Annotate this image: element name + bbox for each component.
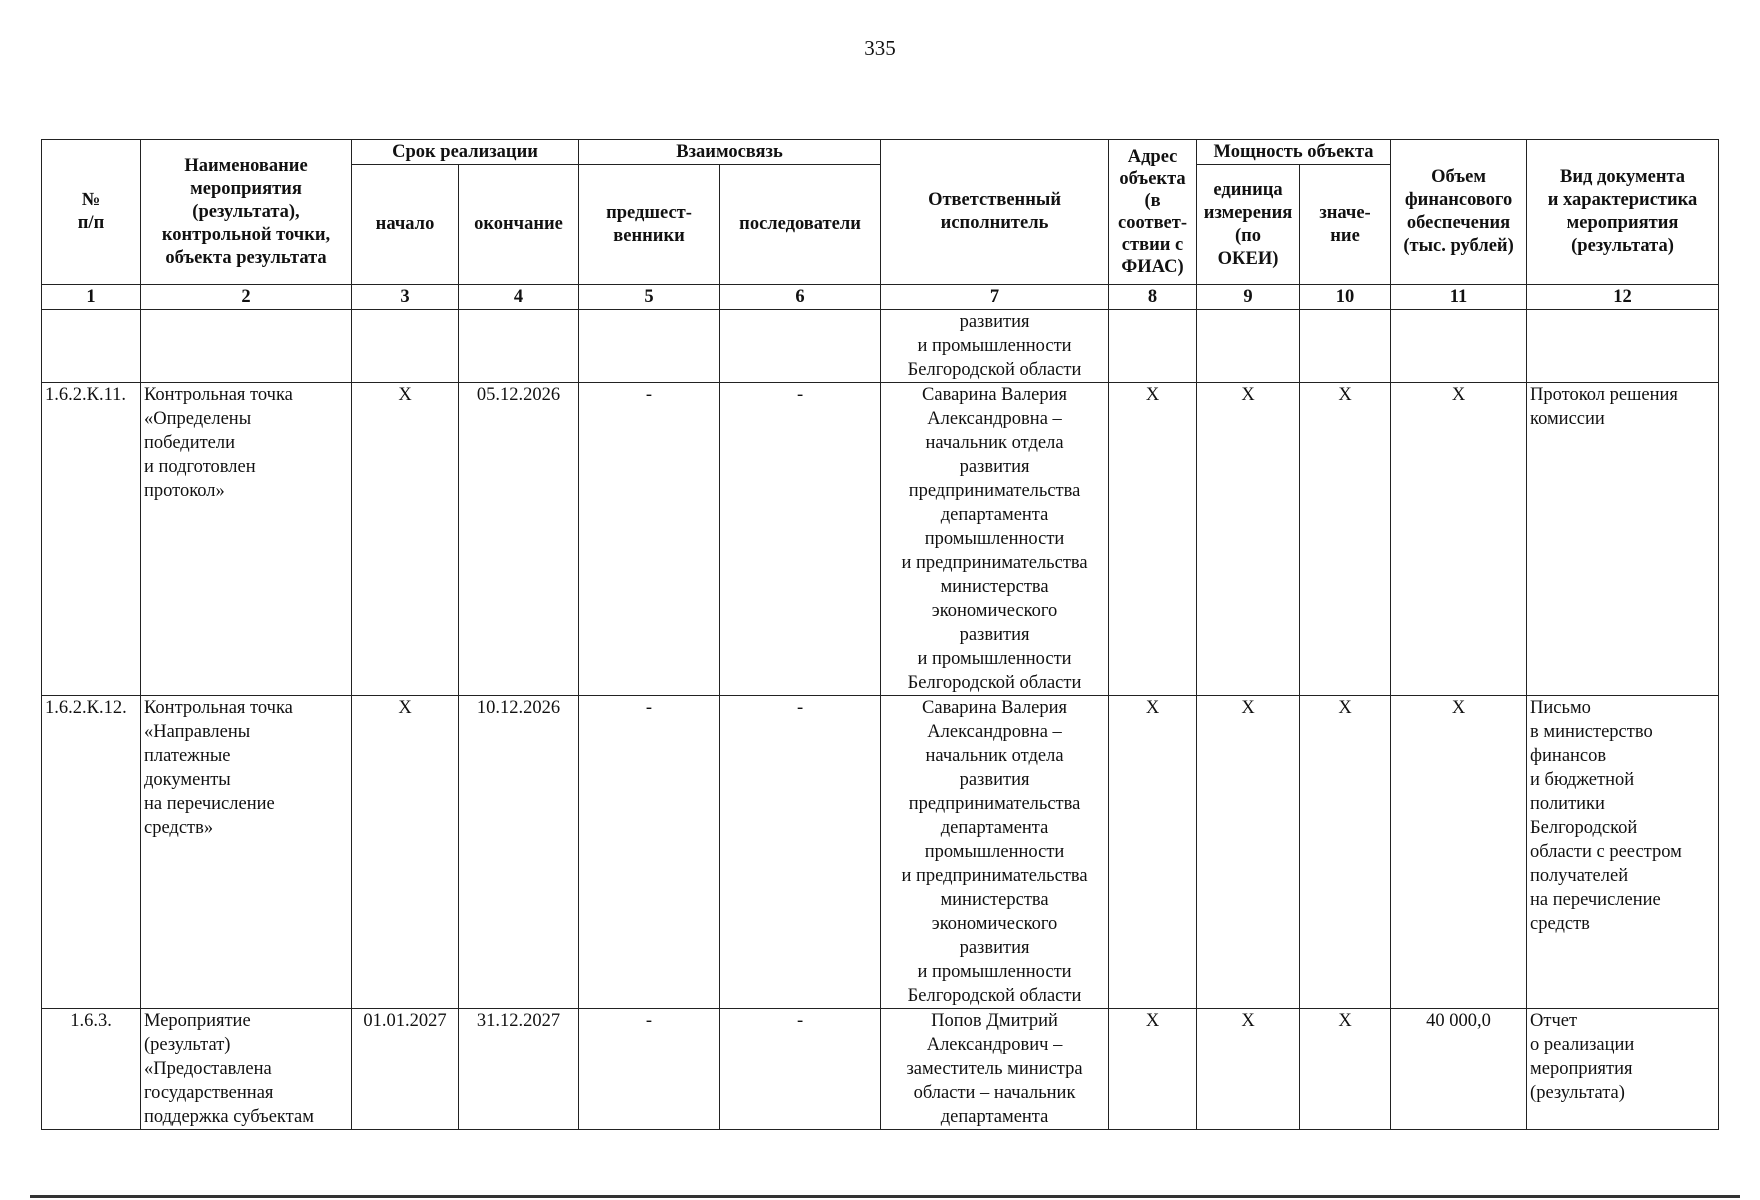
cell-successors: -: [720, 1009, 881, 1130]
column-number: 11: [1391, 285, 1527, 310]
cell-address: X: [1109, 1009, 1197, 1130]
header-successors: последователи: [720, 165, 881, 285]
header-financing: Объем финансового обеспечения (тыс. рублей): [1391, 140, 1527, 285]
page-bottom-rule: [30, 1195, 1740, 1198]
header-address: Адрес объекта (в соответ- ствии с ФИАС): [1109, 140, 1197, 285]
cell-end: 05.12.2026: [459, 383, 579, 696]
cell-predecessors: -: [579, 383, 720, 696]
cell-end: 31.12.2027: [459, 1009, 579, 1130]
cell-value: [1300, 310, 1391, 383]
cell-name: Контрольная точка «Определены победители и подготовлен протокол»: [141, 383, 352, 696]
table-row: [42, 383, 1719, 696]
cell-financing: 40 000,0: [1391, 1009, 1527, 1130]
cell-responsible: Попов Дмитрий Александрович – заместитель министра области – начальник департамента: [881, 1009, 1109, 1130]
cell-num: 1.6.2.К.12.: [42, 696, 141, 1009]
table-row: [42, 310, 1719, 383]
cell-start: X: [352, 383, 459, 696]
cell-unit: X: [1197, 696, 1300, 1009]
cell-value: X: [1300, 383, 1391, 696]
cell-start: [352, 310, 459, 383]
column-number: 10: [1300, 285, 1391, 310]
cell-predecessors: -: [579, 696, 720, 1009]
header-value: значе- ние: [1300, 165, 1391, 285]
activity-plan-table: [41, 139, 1719, 1130]
column-number: 2: [141, 285, 352, 310]
column-number: 3: [352, 285, 459, 310]
cell-address: X: [1109, 696, 1197, 1009]
cell-document: [1527, 310, 1719, 383]
table-row: [42, 696, 1719, 1009]
header-unit: единица измерения (по ОКЕИ): [1197, 165, 1300, 285]
cell-value: X: [1300, 1009, 1391, 1130]
cell-successors: [720, 310, 881, 383]
cell-unit: X: [1197, 1009, 1300, 1130]
column-number: 1: [42, 285, 141, 310]
cell-predecessors: -: [579, 1009, 720, 1130]
header-end: окончание: [459, 165, 579, 285]
cell-end: [459, 310, 579, 383]
cell-responsible: развития и промышленности Белгородской области: [881, 310, 1109, 383]
cell-address: X: [1109, 383, 1197, 696]
cell-end: 10.12.2026: [459, 696, 579, 1009]
cell-successors: -: [720, 696, 881, 1009]
cell-unit: X: [1197, 383, 1300, 696]
cell-name: Контрольная точка «Направлены платежные документы на перечисление средств»: [141, 696, 352, 1009]
cell-start: X: [352, 696, 459, 1009]
cell-successors: -: [720, 383, 881, 696]
column-number: 6: [720, 285, 881, 310]
column-number: 9: [1197, 285, 1300, 310]
cell-name: Мероприятие (результат) «Предоставлена государственная поддержка субъектам: [141, 1009, 352, 1130]
cell-document: Протокол решения комиссии: [1527, 383, 1719, 696]
header-capacity-group: Мощность объекта: [1197, 140, 1391, 165]
cell-financing: X: [1391, 696, 1527, 1009]
page-number: 335: [864, 36, 896, 60]
header-predecessors: предшест- венники: [579, 165, 720, 285]
cell-num: 1.6.2.К.11.: [42, 383, 141, 696]
cell-name: [141, 310, 352, 383]
column-number: 5: [579, 285, 720, 310]
header-responsible: Ответственный исполнитель: [881, 140, 1109, 285]
header-start: начало: [352, 165, 459, 285]
column-number: 7: [881, 285, 1109, 310]
cell-document: Отчет о реализации мероприятия (результата): [1527, 1009, 1719, 1130]
cell-responsible: Саварина Валерия Александровна – начальник отдела развития предпринимательства департамента промышленности и предпринимательства министерства экономического развития и промышленности Белгородской области: [881, 383, 1109, 696]
header-term-group: Срок реализации: [352, 140, 579, 165]
cell-financing: X: [1391, 383, 1527, 696]
column-number: 12: [1527, 285, 1719, 310]
cell-predecessors: [579, 310, 720, 383]
cell-start: 01.01.2027: [352, 1009, 459, 1130]
cell-address: [1109, 310, 1197, 383]
cell-responsible: Саварина Валерия Александровна – начальник отдела развития предпринимательства департамента промышленности и предпринимательства министерства экономического развития и промышленности Белгородской области: [881, 696, 1109, 1009]
cell-unit: [1197, 310, 1300, 383]
header-link-group: Взаимосвязь: [579, 140, 881, 165]
cell-num: 1.6.3.: [42, 1009, 141, 1130]
column-number: 4: [459, 285, 579, 310]
cell-financing: [1391, 310, 1527, 383]
cell-num: [42, 310, 141, 383]
table-row: [42, 1009, 1719, 1130]
header-name: Наименование мероприятия (результата), контрольной точки, объекта результата: [141, 140, 352, 285]
cell-value: X: [1300, 696, 1391, 1009]
header-num: № п/п: [42, 140, 141, 285]
column-number: 8: [1109, 285, 1197, 310]
header-document: Вид документа и характеристика мероприятия (результата): [1527, 140, 1719, 285]
cell-document: Письмо в министерство финансов и бюджетной политики Белгородской области с реестром получателей на перечисление средств: [1527, 696, 1719, 1009]
